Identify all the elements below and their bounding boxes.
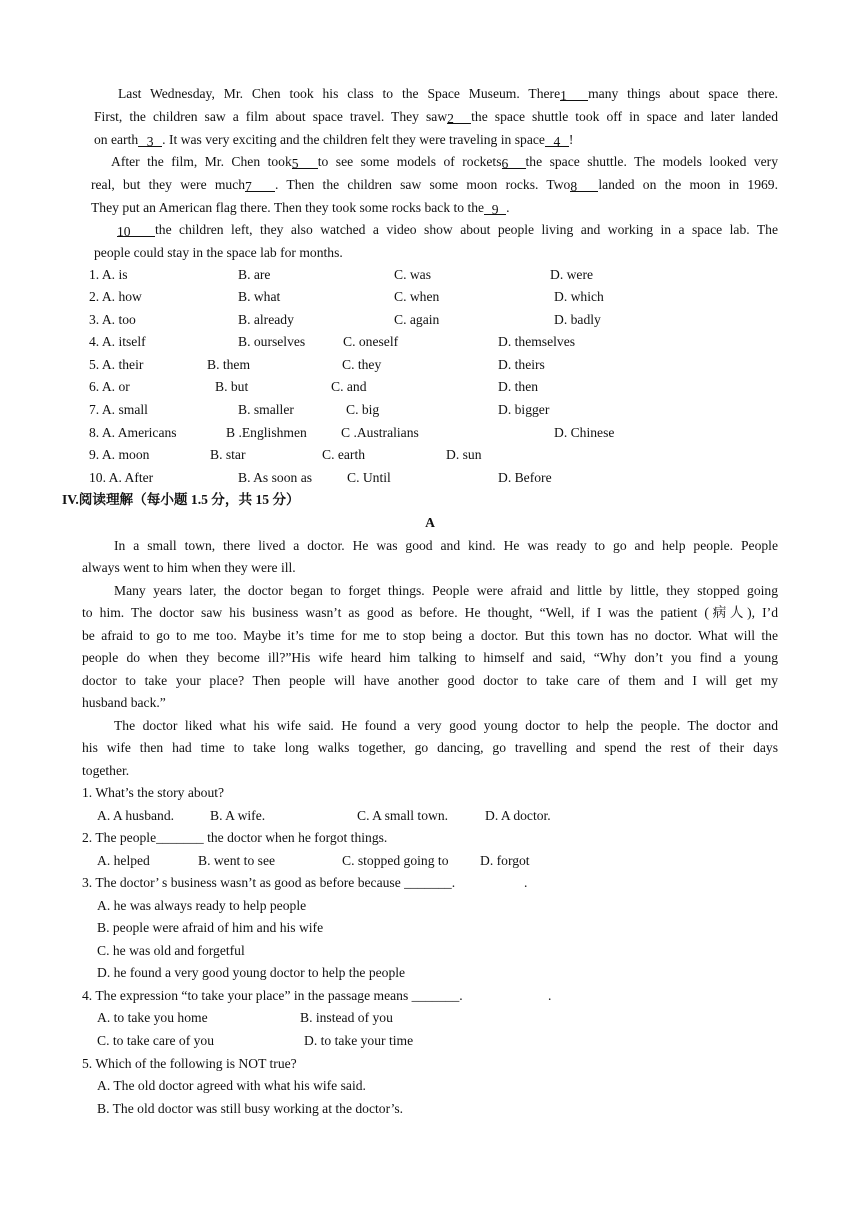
q4-option-d: D. to take your time bbox=[304, 1033, 414, 1048]
passage-line: to him. The doctor saw his business wasn’t as good as before. He thought, “Well, if I was the patient (病人), I’d bbox=[82, 605, 778, 620]
cloze-q6-a: 6. A. or bbox=[89, 379, 130, 394]
q2-option-b: B. went to see bbox=[198, 853, 276, 868]
question-4-dot: . bbox=[548, 988, 552, 1003]
text: landed on the moon in 1969. bbox=[598, 177, 779, 192]
q5-option-a: A. The old doctor agreed with what his wife said. bbox=[97, 1078, 366, 1093]
passage-line: Many years later, the doctor began to forget things. People were afraid and little by little, they stopped going bbox=[114, 583, 778, 598]
passage-line: In a small town, there lived a doctor. He was good and kind. He was ready to go and help people. People bbox=[114, 538, 778, 553]
text: They put an American flag there. Then they took some rocks back to the bbox=[91, 200, 485, 215]
q1-option-d: D. A doctor. bbox=[485, 808, 551, 823]
q4-option-c: C. to take care of you bbox=[97, 1033, 215, 1048]
text: Last Wednesday, Mr. Chen took his class to the Space Museum. There bbox=[118, 86, 561, 101]
cloze-p1-line2 bbox=[94, 108, 778, 126]
cloze-q2-c: C. when bbox=[394, 289, 440, 304]
passage-line: husband back.” bbox=[82, 695, 166, 710]
cloze-q8-d: D. Chinese bbox=[554, 425, 615, 440]
q2-option-c: C. stopped going to bbox=[342, 853, 449, 868]
text: First, the children saw a film about space travel. They saw bbox=[94, 109, 448, 124]
cloze-q2-d: D. which bbox=[554, 289, 604, 304]
q2-option-a: A. helped bbox=[97, 853, 150, 868]
text: many things about space there. bbox=[588, 86, 779, 101]
cloze-q8-c: C .Australians bbox=[341, 425, 419, 440]
cloze-q2-a: 2. A. how bbox=[89, 289, 142, 304]
cloze-q3-b: B. already bbox=[238, 312, 294, 327]
passage-line: doctor to take your place? Then people will have another good doctor to take care of them and I will get my bbox=[82, 673, 778, 688]
blank-1 bbox=[560, 87, 588, 101]
cloze-q5-c: C. they bbox=[342, 357, 382, 372]
cloze-q4-d: D. themselves bbox=[498, 334, 576, 349]
blank-10 bbox=[117, 223, 155, 237]
cloze-q8-b: B .Englishmen bbox=[226, 425, 307, 440]
text: on earth bbox=[94, 132, 139, 147]
text: real, but they were much bbox=[91, 177, 246, 192]
q2-option-d: D. forgot bbox=[480, 853, 530, 868]
cloze-q6-c: C. and bbox=[331, 379, 367, 394]
q5-option-b: B. The old doctor was still busy working at the doctor’s. bbox=[97, 1101, 404, 1116]
q3-option-b: B. people were afraid of him and his wife bbox=[97, 920, 324, 935]
blank-number: 2 bbox=[447, 111, 454, 126]
passage-letter: A bbox=[425, 515, 435, 530]
cloze-q8-a: 8. A. Americans bbox=[89, 425, 177, 440]
cloze-q7-c: C. big bbox=[346, 402, 380, 417]
text: . It was very exciting and the children felt they were traveling in space bbox=[162, 132, 545, 147]
blank-number: 4 bbox=[553, 134, 561, 149]
cloze-q4-b: B. ourselves bbox=[238, 334, 306, 349]
cloze-p3-line1 bbox=[117, 221, 778, 239]
text: ! bbox=[568, 132, 574, 147]
passage-line: people do when they become ill?”His wife heard him talking to himself and said, “Why don’t you find a young bbox=[82, 650, 778, 665]
cloze-q1-a: 1. A. is bbox=[89, 267, 128, 282]
text: the space shuttle took off in space and later landed bbox=[471, 109, 778, 124]
cloze-q3-a: 3. A. too bbox=[89, 312, 136, 327]
question-2: 2. The people_______ the doctor when he forgot things. bbox=[82, 830, 388, 845]
question-1: 1. What’s the story about? bbox=[82, 785, 225, 800]
cloze-p3-line2: people could stay in the space lab for months. bbox=[94, 245, 343, 260]
blank-number: 6 bbox=[501, 156, 509, 171]
blank-5 bbox=[292, 155, 318, 169]
q1-option-b: B. A wife. bbox=[210, 808, 266, 823]
cloze-q10-a: 10. A. After bbox=[89, 470, 154, 485]
cloze-q10-d: D. Before bbox=[498, 470, 552, 485]
passage-line: always went to him when they were ill. bbox=[82, 560, 296, 575]
cloze-q9-a: 9. A. moon bbox=[89, 447, 150, 462]
section-heading: IV.阅读理解（每小题 1.5 分，共 15 分） bbox=[62, 492, 300, 507]
q4-option-b: B. instead of you bbox=[300, 1010, 393, 1025]
blank-number: 3 bbox=[146, 134, 154, 149]
blank-7 bbox=[245, 178, 275, 192]
cloze-q10-b: B. As soon as bbox=[238, 470, 313, 485]
q4-option-a: A. to take you home bbox=[97, 1010, 208, 1025]
cloze-q10-c: C. Until bbox=[347, 470, 391, 485]
cloze-p1-line3 bbox=[94, 131, 573, 149]
q1-option-c: C. A small town. bbox=[357, 808, 449, 823]
passage-line: be afraid to go to me too. Maybe it’s time for me to stop being a doctor. But this town has no doctor. What will the bbox=[82, 628, 778, 643]
cloze-q5-b: B. them bbox=[207, 357, 251, 372]
blank-3 bbox=[138, 133, 162, 147]
cloze-q7-a: 7. A. small bbox=[89, 402, 148, 417]
text: After the film, Mr. Chen took bbox=[111, 154, 292, 169]
blank-4 bbox=[545, 133, 569, 147]
blank-number: 5 bbox=[291, 156, 299, 171]
cloze-q9-c: C. earth bbox=[322, 447, 366, 462]
cloze-q5-a: 5. A. their bbox=[89, 357, 144, 372]
cloze-q4-c: C. oneself bbox=[343, 334, 399, 349]
cloze-p2-line2 bbox=[91, 176, 778, 194]
cloze-q6-d: D. then bbox=[498, 379, 539, 394]
cloze-q1-c: C. was bbox=[394, 267, 432, 282]
blank-number: 1 bbox=[560, 88, 567, 103]
cloze-q1-d: D. were bbox=[550, 267, 594, 282]
question-3: 3. The doctor’ s business wasn’t as good as before because _______. bbox=[82, 875, 456, 890]
q3-option-c: C. he was old and forgetful bbox=[97, 943, 245, 958]
blank-number: 10 bbox=[117, 224, 131, 239]
text: the space shuttle. The models looked very bbox=[525, 154, 779, 169]
text: the children left, they also watched a video show about people living and working in a space lab. The bbox=[155, 222, 778, 237]
blank-number: 8 bbox=[570, 179, 578, 194]
cloze-p2-line1 bbox=[111, 153, 778, 171]
cloze-q9-b: B. star bbox=[210, 447, 246, 462]
q3-option-a: A. he was always ready to help people bbox=[97, 898, 307, 913]
q3-option-d: D. he found a very good young doctor to help the people bbox=[97, 965, 406, 980]
text: . bbox=[506, 200, 510, 215]
blank-6 bbox=[502, 155, 526, 169]
passage-line: together. bbox=[82, 763, 130, 778]
text: to see some models of rockets bbox=[317, 154, 502, 169]
blank-9 bbox=[484, 201, 506, 215]
question-3-dot: . bbox=[524, 875, 528, 890]
cloze-q4-a: 4. A. itself bbox=[89, 334, 146, 349]
cloze-q6-b: B. but bbox=[215, 379, 249, 394]
passage-line: his wife then had time to take long walks together, go dancing, go travelling and spend the rest of their days bbox=[82, 740, 778, 755]
cloze-p2-line3 bbox=[91, 199, 510, 217]
blank-number: 9 bbox=[491, 202, 499, 217]
cloze-p1-line1 bbox=[118, 85, 778, 103]
cloze-q7-b: B. smaller bbox=[238, 402, 294, 417]
text: . Then the children saw some moon rocks. Two bbox=[275, 177, 571, 192]
q1-option-a: A. A husband. bbox=[97, 808, 175, 823]
question-4: 4. The expression “to take your place” in the passage means _______. bbox=[82, 988, 463, 1003]
cloze-q5-d: D. theirs bbox=[498, 357, 545, 372]
blank-2 bbox=[447, 110, 471, 124]
blank-8 bbox=[570, 178, 598, 192]
question-5: 5. Which of the following is NOT true? bbox=[82, 1056, 297, 1071]
cloze-q9-d: D. sun bbox=[446, 447, 482, 462]
cloze-q7-d: D. bigger bbox=[498, 402, 550, 417]
cloze-q3-d: D. badly bbox=[554, 312, 601, 327]
cloze-q2-b: B. what bbox=[238, 289, 281, 304]
passage-line: The doctor liked what his wife said. He found a very good young doctor to help the people. The doctor and bbox=[114, 718, 778, 733]
cloze-q3-c: C. again bbox=[394, 312, 440, 327]
cloze-q1-b: B. are bbox=[238, 267, 271, 282]
blank-number: 7 bbox=[245, 179, 252, 194]
